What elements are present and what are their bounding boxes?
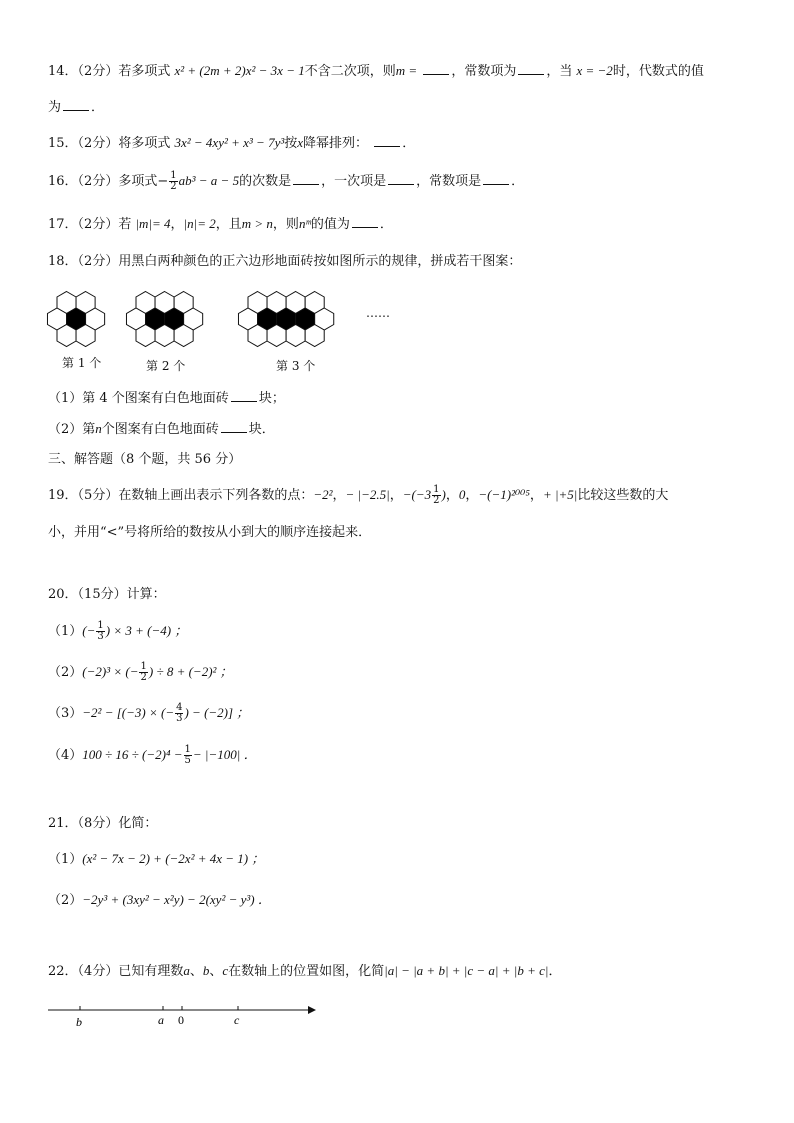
q21-title bbox=[48, 815, 157, 833]
q20-expression: (− bbox=[82, 623, 96, 638]
fraction-numerator: 1 bbox=[184, 744, 191, 755]
q20-expression: ) × 3 + (−4) ； bbox=[105, 623, 188, 638]
label-b: b bbox=[76, 1015, 82, 1029]
part-label: （1） bbox=[48, 624, 83, 639]
q19-number-item: −(−1)²⁰⁰⁵ bbox=[478, 487, 530, 502]
q18-score: （2分） bbox=[77, 254, 119, 269]
q19-line2: 小，并用“<”号将所给的数按从小到大的顺序连接起来． bbox=[48, 525, 372, 540]
q18-text: 用黑白两种颜色的正六边形地面砖按如图所示的规律，拼成若干图案： bbox=[118, 254, 522, 269]
q16-text: 多项式 bbox=[118, 174, 158, 189]
white-tile bbox=[267, 325, 286, 347]
q18-sub2 bbox=[48, 420, 275, 439]
q19-number-item: + |+5| bbox=[542, 487, 578, 502]
q15-text: 将多项式 bbox=[118, 136, 171, 151]
fraction-denominator: 2 bbox=[140, 672, 147, 683]
q15-text: ． bbox=[402, 136, 416, 151]
q20-expression: −2² − [(−3) × (− bbox=[82, 705, 175, 720]
q20-fraction bbox=[184, 745, 192, 766]
arrow-icon bbox=[308, 1006, 316, 1014]
q19-line1 bbox=[48, 485, 668, 506]
q16-text: ，一次项是 bbox=[321, 174, 387, 189]
q14-text: 时，代数式的值 bbox=[612, 64, 704, 79]
q19-number-item: − |−2.5| bbox=[345, 487, 390, 502]
fraction-denominator: 3 bbox=[176, 713, 183, 724]
caption-pattern-3: 第 3 个 bbox=[276, 359, 316, 373]
q20-score: （15分） bbox=[77, 587, 127, 602]
q14-x-eq: x = −2 bbox=[576, 63, 613, 78]
white-tile bbox=[136, 325, 155, 347]
q22-var: c bbox=[222, 963, 229, 978]
q17-expression: nᵐ bbox=[298, 216, 311, 231]
q20-part1 bbox=[48, 621, 187, 642]
q20-text: 计算： bbox=[126, 587, 166, 602]
part-label: （1） bbox=[48, 852, 83, 867]
fraction-numerator: 4 bbox=[176, 702, 183, 713]
q21-part1 bbox=[48, 850, 264, 869]
q17-text: 若 bbox=[118, 217, 132, 232]
answer-blank[interactable] bbox=[221, 420, 247, 433]
q16-score: （2分） bbox=[77, 174, 119, 189]
q20-part4 bbox=[48, 745, 257, 766]
q16-text: ． bbox=[511, 174, 525, 189]
fraction-denominator: 2 bbox=[170, 181, 177, 192]
q17-text: ，则 bbox=[272, 217, 299, 232]
q21-text: 化简： bbox=[118, 816, 158, 831]
q22-text: 在数轴上的位置如图，化简 bbox=[228, 964, 385, 979]
fraction-numerator: 1 bbox=[433, 484, 440, 495]
q14-score: （2分） bbox=[77, 64, 119, 79]
answer-blank[interactable] bbox=[423, 62, 449, 75]
q16-minus: − bbox=[157, 174, 169, 189]
q21-number: 21． bbox=[48, 816, 78, 831]
q16-text: ，常数项是 bbox=[416, 174, 482, 189]
q15-score: （2分） bbox=[77, 136, 119, 151]
q14-m-eq: m = bbox=[395, 63, 418, 78]
q14-text: ． bbox=[91, 100, 105, 115]
q14-number: 14． bbox=[48, 64, 78, 79]
q16-fraction bbox=[169, 171, 177, 192]
q19-fraction bbox=[432, 485, 440, 506]
q22-number: 22． bbox=[48, 964, 78, 979]
q20-number: 20． bbox=[48, 587, 78, 602]
q17-condition: m > n bbox=[241, 216, 273, 231]
q20-part2 bbox=[48, 662, 233, 683]
fraction-numerator: 1 bbox=[97, 620, 104, 631]
q18-text: （1）第 4 个图案有白色地面砖 bbox=[48, 391, 229, 406]
hexagon-tiles bbox=[47, 292, 333, 347]
q16-line bbox=[48, 171, 524, 192]
fraction-denominator: 5 bbox=[184, 755, 191, 766]
q22-text: ． bbox=[548, 964, 562, 979]
q15-var: x bbox=[297, 135, 304, 150]
q20-fraction bbox=[175, 703, 183, 724]
q22-expression: |a| − |a + b| + |c − a| + |b + c| bbox=[384, 963, 549, 978]
q19-text: ， bbox=[529, 488, 543, 503]
caption-pattern-1: 第 1 个 bbox=[62, 356, 102, 370]
part-label: （2） bbox=[48, 665, 83, 680]
q19-text: ， bbox=[465, 488, 479, 503]
number-line-figure bbox=[46, 998, 336, 1034]
q18-text: 个图案有白色地面砖 bbox=[101, 422, 219, 437]
answer-blank[interactable] bbox=[518, 62, 544, 75]
q20-expression: 100 ÷ 16 ÷ (−2)⁴ − bbox=[82, 747, 183, 762]
q22-var: a bbox=[183, 963, 190, 978]
label-zero: 0 bbox=[178, 1013, 184, 1027]
q20-fraction bbox=[96, 621, 104, 642]
q14-text: ，当 bbox=[546, 64, 573, 79]
q17-score: （2分） bbox=[77, 217, 119, 232]
q14-text: 为 bbox=[48, 100, 62, 115]
q19-text: ， bbox=[332, 488, 346, 503]
white-tile bbox=[57, 325, 76, 347]
q17-line bbox=[48, 215, 393, 234]
answer-blank[interactable] bbox=[483, 172, 509, 185]
q19-number-item: −2² bbox=[313, 487, 333, 502]
white-tile bbox=[305, 325, 324, 347]
q20-expression: ) − (−2)] ； bbox=[184, 705, 250, 720]
white-tile bbox=[155, 325, 174, 347]
q15-number: 15． bbox=[48, 136, 78, 151]
label-c: c bbox=[234, 1013, 240, 1027]
q20-title bbox=[48, 586, 166, 604]
q19-text: ， bbox=[389, 488, 403, 503]
answer-blank[interactable] bbox=[293, 172, 319, 185]
q22-score: （4分） bbox=[77, 964, 119, 979]
q15-text: 降幂排列： bbox=[303, 136, 369, 151]
q22-var: b bbox=[202, 963, 210, 978]
hexagon-pattern-figure bbox=[44, 288, 404, 350]
q17-number: 17． bbox=[48, 217, 78, 232]
answer-blank[interactable] bbox=[388, 172, 414, 185]
q22-text: 、 bbox=[209, 964, 223, 979]
q17-text: ． bbox=[379, 217, 393, 232]
q16-polynomial: ab³ − a − 5 bbox=[178, 173, 240, 188]
q17-condition: |n|= 2 bbox=[183, 216, 216, 231]
q20-fraction bbox=[139, 662, 147, 683]
answer-blank[interactable] bbox=[352, 215, 378, 228]
q20-expression: − |−100| ． bbox=[192, 747, 257, 762]
q19-text: 在数轴上画出表示下列各数的点： bbox=[118, 488, 314, 503]
q19-number-item: −(−3 bbox=[402, 487, 432, 502]
q14-text: 若多项式 bbox=[118, 64, 171, 79]
q16-number: 16． bbox=[48, 174, 78, 189]
q15-line bbox=[48, 134, 415, 153]
q22-line bbox=[48, 962, 561, 981]
q18-text: 块． bbox=[248, 422, 275, 437]
q16-text: 的次数是 bbox=[239, 174, 292, 189]
q20-expression: (−2)³ × (− bbox=[82, 664, 139, 679]
q17-text: 的值为 bbox=[310, 217, 350, 232]
q19-number-item: ) bbox=[441, 487, 446, 502]
q17-text: ，且 bbox=[215, 217, 242, 232]
white-tile bbox=[248, 325, 267, 347]
label-a: a bbox=[158, 1013, 164, 1027]
q14-polynomial: x² + (2m + 2)x² − 3x − 1 bbox=[174, 63, 305, 78]
q14-line2 bbox=[48, 98, 104, 117]
q19-number-item: 0 bbox=[458, 487, 466, 502]
q21-part2 bbox=[48, 891, 271, 910]
q18-sub1 bbox=[48, 389, 285, 408]
section-heading: 三、解答题（8 个题，共 56 分） bbox=[48, 452, 242, 467]
part-label: （2） bbox=[48, 893, 83, 908]
q21-expression: −2y³ + (3xy² − x²y) − 2(xy² − y³) ． bbox=[82, 892, 271, 907]
q18-line bbox=[48, 253, 521, 271]
q18-text: （2）第 bbox=[48, 422, 96, 437]
q19-score: （5分） bbox=[77, 488, 119, 503]
q21-expression: (x² − 7x − 2) + (−2x² + 4x − 1) ； bbox=[82, 851, 265, 866]
q22-text: 、 bbox=[189, 964, 203, 979]
q14-text: ，常数项为 bbox=[451, 64, 517, 79]
q17-text: ， bbox=[170, 217, 184, 232]
fraction-denominator: 2 bbox=[433, 495, 440, 506]
q19-number: 19． bbox=[48, 488, 78, 503]
q20-part3 bbox=[48, 703, 249, 724]
q18-text: 块； bbox=[258, 391, 285, 406]
q19-text: 比较这些数的大 bbox=[577, 488, 669, 503]
answer-blank[interactable] bbox=[63, 98, 89, 111]
q18-number: 18． bbox=[48, 254, 78, 269]
q14-line1 bbox=[48, 62, 704, 81]
ellipsis: …… bbox=[366, 306, 390, 320]
fraction-denominator: 3 bbox=[97, 631, 104, 642]
q15-text: 按 bbox=[284, 136, 298, 151]
white-tile bbox=[174, 325, 193, 347]
q19-text: ， bbox=[445, 488, 459, 503]
fraction-numerator: 1 bbox=[140, 661, 147, 672]
white-tile bbox=[76, 325, 95, 347]
q17-condition: |m|= 4 bbox=[135, 216, 171, 231]
fraction-numerator: 1 bbox=[170, 170, 177, 181]
q14-text: 不含二次项，则 bbox=[304, 64, 396, 79]
white-tile bbox=[286, 325, 305, 347]
q21-score: （8分） bbox=[77, 816, 119, 831]
answer-blank[interactable] bbox=[231, 389, 257, 402]
caption-pattern-2: 第 2 个 bbox=[146, 359, 186, 373]
q15-polynomial: 3x² − 4xy² + x³ − 7y³ bbox=[174, 135, 285, 150]
q18-var: n bbox=[95, 421, 102, 436]
q20-expression: ) ÷ 8 + (−2)² ； bbox=[148, 664, 233, 679]
q22-text: 已知有理数 bbox=[118, 964, 184, 979]
part-label: （4） bbox=[48, 748, 83, 763]
answer-blank[interactable] bbox=[374, 134, 400, 147]
part-label: （3） bbox=[48, 706, 83, 721]
